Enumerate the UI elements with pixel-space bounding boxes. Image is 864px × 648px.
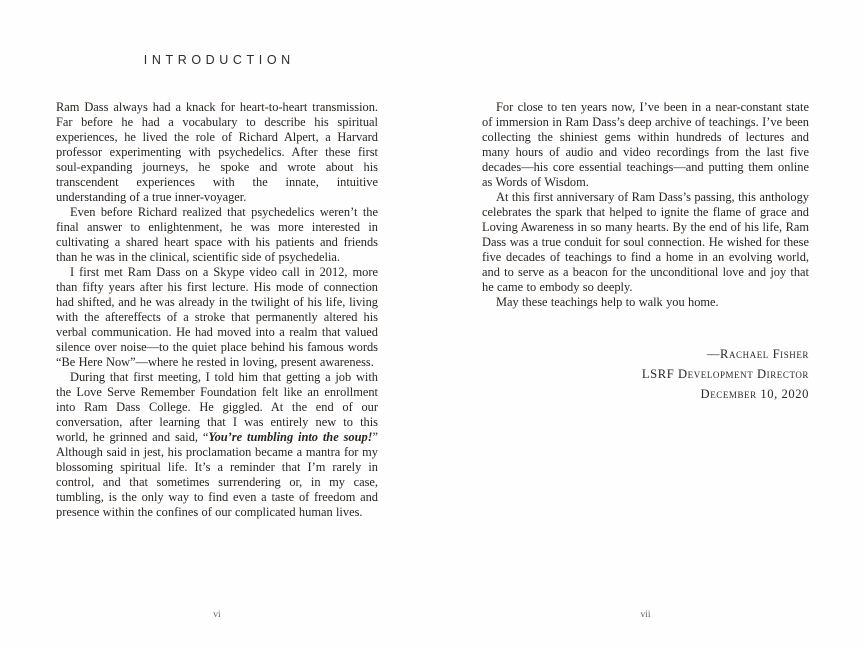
inline-quote: You’re tumbling into the soup! bbox=[208, 430, 373, 444]
page-number-left: vi bbox=[213, 610, 221, 620]
left-page-text-column bbox=[56, 100, 378, 520]
paragraph-segment: ” Although said in jest, his proclamation became a mantra for my blossoming spiritual life. It’s a reminder that I’m rarely in control, and that sometimes surrendering or, in my case, tumbling, is the only way to find even a taste of freedom and presence within the confines of our complicated human lives. bbox=[56, 430, 378, 519]
signature-block bbox=[482, 344, 809, 404]
paragraph: At this first anniversary of Ram Dass’s passing, this anthology celebrates the spark that helped to ignite the flame of grace and Loving Awareness in so many hearts. By the end of his life, Ram Dass was a true conduit for soul connection. He wished for these five decades of teachings to find a home in an evolving world, and to serve as a beacon for the unconditional love and joy that he came to embody so deeply. bbox=[482, 190, 809, 294]
signature-name: —Rachael Fisher bbox=[706, 347, 809, 361]
paragraph: May these teachings help to walk you home. bbox=[496, 295, 719, 309]
chapter-heading: INTRODUCTION bbox=[143, 53, 295, 67]
paragraph-segment: During that first meeting, I told him that getting a job with the Love Serve Remember Foundation felt like an enrollment into Ram Dass College. He giggled. At the end of our conversation, after learning that I was entirely new to this world, he grinned and said, “ bbox=[56, 370, 378, 444]
page-number-right: vii bbox=[640, 610, 651, 620]
paragraph bbox=[56, 370, 378, 520]
paragraph-opening: Ram Dass always had a knack for heart-to-heart transmission. Far before he had a vocabulary to describe his spiritual experiences, he lived the role of Richard Alpert, a Harvard professor experimenting with psychedelics. After these first soul-expanding journeys, he spoke and wrote about his transcendent experiences with the innate, intuitive understanding of a true inner-voyager. bbox=[56, 100, 378, 204]
paragraph: Even before Richard realized that psychedelics weren’t the final answer to enlightenment, he was more interested in cultivating a shared heart space with his patients and friends than he was in the clinical, scientific side of psychedelia. bbox=[56, 205, 378, 264]
right-page-text-column bbox=[482, 100, 809, 404]
signature-date: December 10, 2020 bbox=[700, 387, 809, 401]
signature-title: LSRF Development Director bbox=[641, 367, 809, 381]
paragraph: I first met Ram Dass on a Skype video call in 2012, more than fifty years after his first lecture. His mode of connection had shifted, and he was already in the twilight of his life, living with the aftereffects of a stroke that permanently altered his verbal communication. He had moved into a realm that valued silence over noise—to the quiet place behind his famous words “Be Here Now”—where he rested in loving, present awareness. bbox=[56, 265, 378, 369]
paragraph: For close to ten years now, I’ve been in a near-constant state of immersion in Ram Dass’s deep archive of teachings. I’ve been collecting the shiniest gems within hundreds of lectures and many hours of audio and video recordings from the last five decades—his core essential teachings—and putting them online as Words of Wisdom. bbox=[482, 100, 809, 189]
